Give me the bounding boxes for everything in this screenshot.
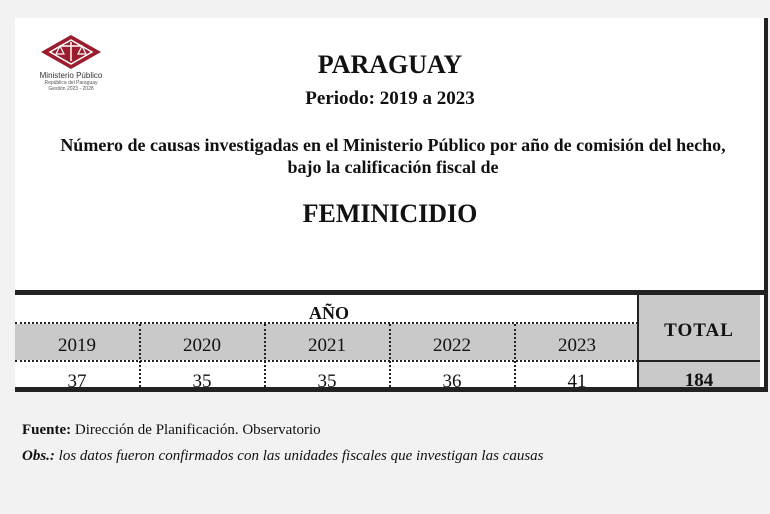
value-2019: 37 [67,371,87,392]
logo-term: Gestión 2023 - 2028 [48,86,94,92]
row-divider [15,360,638,362]
report-description-line2: bajo la calificación fiscal de [287,157,499,177]
year-2019: 2019 [58,335,96,356]
observation-note [22,448,544,465]
source-label: Fuente: [22,422,72,438]
report-description-line1: Número de causas investigadas en el Ministerio Público por año de comisión del hecho, [60,135,726,155]
report-period: Periodo: 2019 a 2023 [305,88,475,109]
year-2021: 2021 [308,335,346,356]
year-2020: 2020 [183,335,221,356]
year-2022: 2022 [433,335,471,356]
value-2023: 41 [567,371,587,392]
total-header: TOTAL [664,320,734,341]
year-2023: 2023 [558,335,596,356]
total-divider-line [638,360,760,362]
value-2022: 36 [442,371,462,392]
logo-name: Ministerio Público [39,71,103,80]
header-divider [15,322,638,324]
cases-table [15,290,765,392]
source-text: Dirección de Planificación. Observatorio [71,422,321,438]
total-value: 184 [684,370,714,391]
year-group-header: AÑO [309,303,349,323]
obs-label: Obs.: [22,448,55,464]
report-country: PARAGUAY [317,50,463,79]
value-2020: 35 [192,371,212,392]
logo-country: República del Paraguay [44,80,98,86]
obs-text: los datos fueron confirmados con las unidades fiscales que investigan las causas [54,448,544,464]
value-2021: 35 [317,371,337,392]
table-top-border [15,290,765,295]
report-crime: FEMINICIDIO [302,199,478,228]
source-note [22,422,321,439]
